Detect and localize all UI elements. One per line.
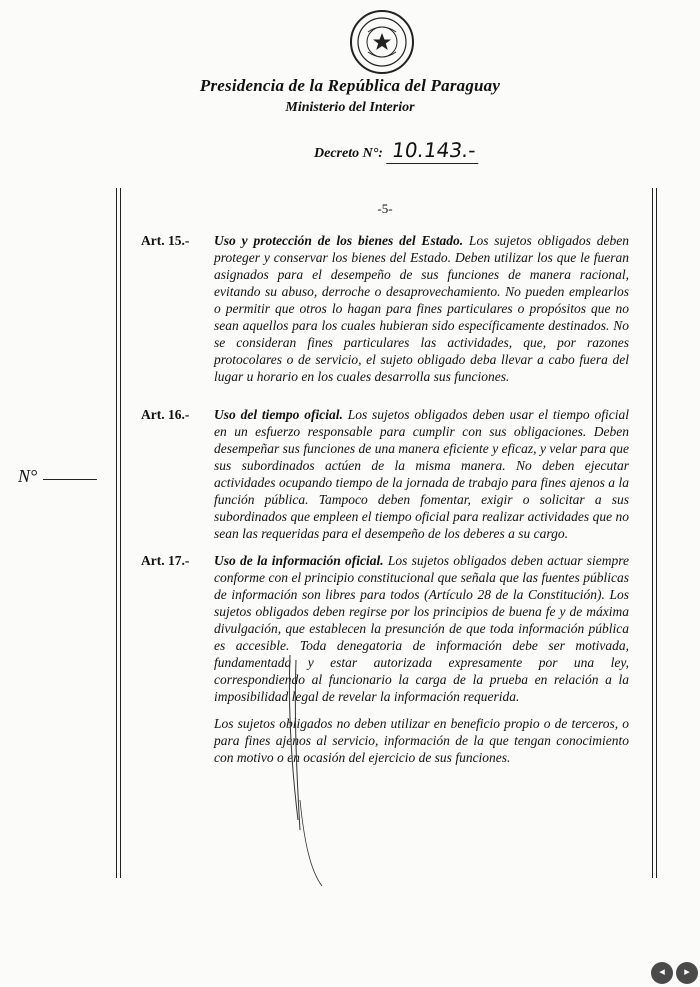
- article-text: Los sujetos obligados deben usar el tiempo oficial en un esfuerzo responsable para cumplir con sus obligaciones. Deben desempeñar sus funciones de una manera eficiente y eficaz, y velar para que sus subordinados actúen de la misma manera. No deben ejecutar actividades ocupando tiempo de la jornada de trabajo para fines ajenos a la función pública. Tampoco deben fomentar, exigir o solicitar a sus subordinados que empleen el tiempo oficial para realizar actividades que no sean las requeridas para el desempeño de los deberes a su cargo.: [214, 407, 629, 541]
- decree-label: Decreto N°:: [314, 146, 383, 161]
- article-text: Los sujetos obligados deben actuar siempre conforme con el principio constitucional que señala que las fuentes públicas de información son libres para todos (Artículo 28 de la Constitución). Los sujetos obligados deben regirse por los principios de buena fe y de máxima divulgación, que establecen la presunción de que toda información pública es accesible. Toda denegatoria de información debe ser motivada, fundamentada y estar autorizada expresamente por una ley, correspondiendo al funcionario la carga de la prueba en relación a la imposibilidad legal de revelar la información requerida.: [214, 553, 629, 704]
- article-label: Art. 17.-: [141, 553, 190, 568]
- article-paragraph-2: Los sujetos obligados no deben utilizar en beneficio propio o de terceros, o para fines ajenos al servicio, información de la que tengan conocimiento con motivo o en ocasión del ejercicio de sus funciones.: [214, 716, 629, 765]
- header-presidency: Presidencia de la República del Paraguay: [199, 76, 501, 95]
- article-label: Art. 16.-: [141, 407, 190, 422]
- article-15: [141, 232, 629, 385]
- article-16: [141, 406, 629, 542]
- margin-number-rule: [43, 479, 97, 480]
- article-label: Art. 15.-: [141, 233, 190, 248]
- decree-number: [314, 138, 480, 164]
- article-title: Uso de la información oficial.: [214, 553, 384, 568]
- signature-strokes: [270, 650, 350, 890]
- left-margin-line-2: [120, 188, 121, 878]
- header-ministry: Ministerio del Interior: [285, 100, 415, 115]
- nav-prev-icon[interactable]: ◂: [651, 962, 673, 984]
- decree-value: 10.143.-: [387, 138, 482, 164]
- margin-number-label: N°: [18, 466, 38, 486]
- article-title: Uso del tiempo oficial.: [214, 407, 343, 422]
- left-margin-line: [116, 188, 117, 878]
- article-text: Los sujetos obligados deben proteger y conservar los bienes del Estado. Deben utilizar los que le fueran asignados para el desempeño de sus funciones de manera racional, evitando su abuso, derroche o desaprovechamiento. No pueden emplearlos o permitir que otros lo hagan para fines particulares o propósitos que no sean aquellos para los cuales hubieran sido específicamente destinados. No se consideran fines particulares las actividades, que, por razones protocolares o de servicio, el sujeto obligado deba llevar a cabo fuera del lugar u horario en los cuales desarrolla sus funciones.: [214, 233, 629, 384]
- article-body: [214, 232, 629, 385]
- article-body: [214, 406, 629, 542]
- page-number: -5-: [377, 201, 393, 216]
- national-seal: [338, 6, 426, 76]
- nav-next-icon[interactable]: ▸: [676, 962, 698, 984]
- margin-number-mark: [18, 466, 97, 487]
- right-margin-line-2: [656, 188, 657, 878]
- article-17: [141, 552, 629, 766]
- article-title: Uso y protección de los bienes del Estado.: [214, 233, 464, 248]
- right-margin-line: [652, 188, 653, 878]
